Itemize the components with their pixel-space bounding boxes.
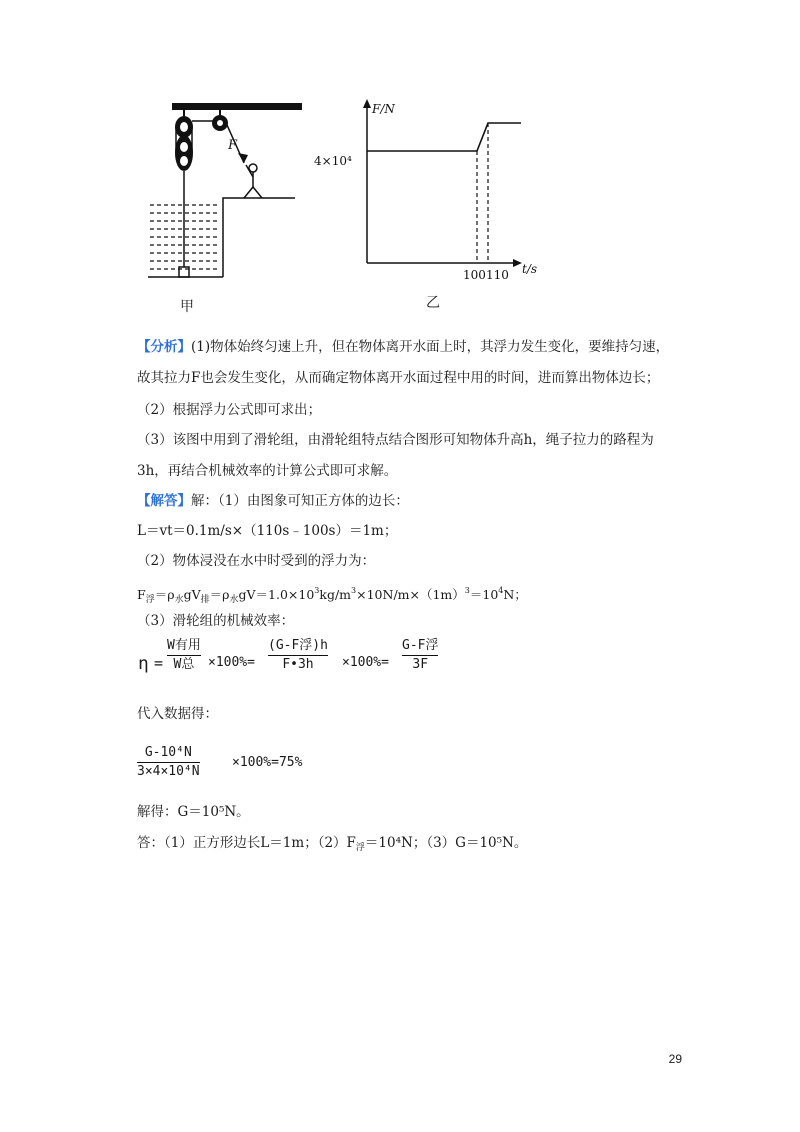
answer-tag: 【解答】 [137, 493, 191, 509]
fraction-w-useful-over-total: W有用 W总 [167, 638, 201, 673]
figure-jia-caption: 甲 [180, 299, 194, 315]
fraction-g-minus-f-over-3f-h: (G-F浮)h F•3h [268, 638, 328, 673]
result-tail: ×100%=75% [232, 755, 303, 770]
y-axis-label: F/N [372, 102, 395, 116]
x-tick-label-100: 100 [463, 268, 486, 282]
page-number: 29 [668, 1052, 682, 1066]
x-axis-label: t/s [522, 262, 538, 276]
eta-equals: = [154, 654, 164, 672]
solve-line: 解得：G＝10⁵N。 [137, 804, 250, 820]
answer-line-2: L＝vt＝0.1m/s×（110s﹣100s）＝1m； [137, 523, 398, 539]
eta-symbol: η [138, 653, 149, 674]
final-answer-line: 答：（1）正方形边长L＝1m；$(2)F_浮=10^4N$；（3）G＝10⁵N。 [137, 835, 528, 853]
figure-jia-pulley [140, 95, 310, 295]
figure-yi-caption: 乙 [426, 295, 440, 311]
analysis-line-3: （2）根据浮力公式即可求出； [137, 402, 322, 418]
analysis-line-2: 故其拉力F也会发生变化，从而确定物体离开水面过程中用的时间，进而算出物体边长； [137, 370, 660, 386]
answer-line-3: （2）物体浸没在水中时受到的浮力为： [137, 553, 376, 569]
answer-line-4: $F_浮=\rho_水gV_排=\rho_水gV=1.0\times 10^3kg/m^3\times 10N/m\times(1m)^3=10^4N$； [137, 586, 527, 605]
series-line-F [367, 123, 521, 151]
figure-yi-chart [300, 95, 540, 290]
y-tick-label: 4×10⁴ [314, 154, 352, 168]
analysis-line-4: （3）该图中用到了滑轮组，由滑轮组特点结合图形可知物体升高h，绳子拉力的路程为 [137, 432, 654, 448]
force-label: F [228, 138, 238, 153]
analysis-line-5: 3h，再结合机械效率的计算公式即可求解。 [137, 463, 398, 479]
times-100-a: ×100%= [208, 655, 255, 670]
fraction-g-minus-f-over-3f: G-F浮 3F [402, 638, 439, 673]
analysis-line-1: 【分析】(1)物体始终匀速上升，但在物体离开水面上时，其浮力发生变化，要维持匀速， [137, 339, 670, 355]
answer-line-1: 【解答】解：（1）由图象可知正方体的边长： [137, 493, 409, 509]
times-100-b: ×100%= [342, 655, 389, 670]
substitute-line: 代入数据得： [137, 706, 218, 722]
analysis-tag: 【分析】 [137, 339, 191, 355]
answer-line-5: （3）滑轮组的机械效率： [137, 613, 295, 629]
x-tick-label-110: 110 [486, 268, 509, 282]
fraction-substituted: G-10⁴N 3×4×10⁴N [137, 745, 200, 780]
